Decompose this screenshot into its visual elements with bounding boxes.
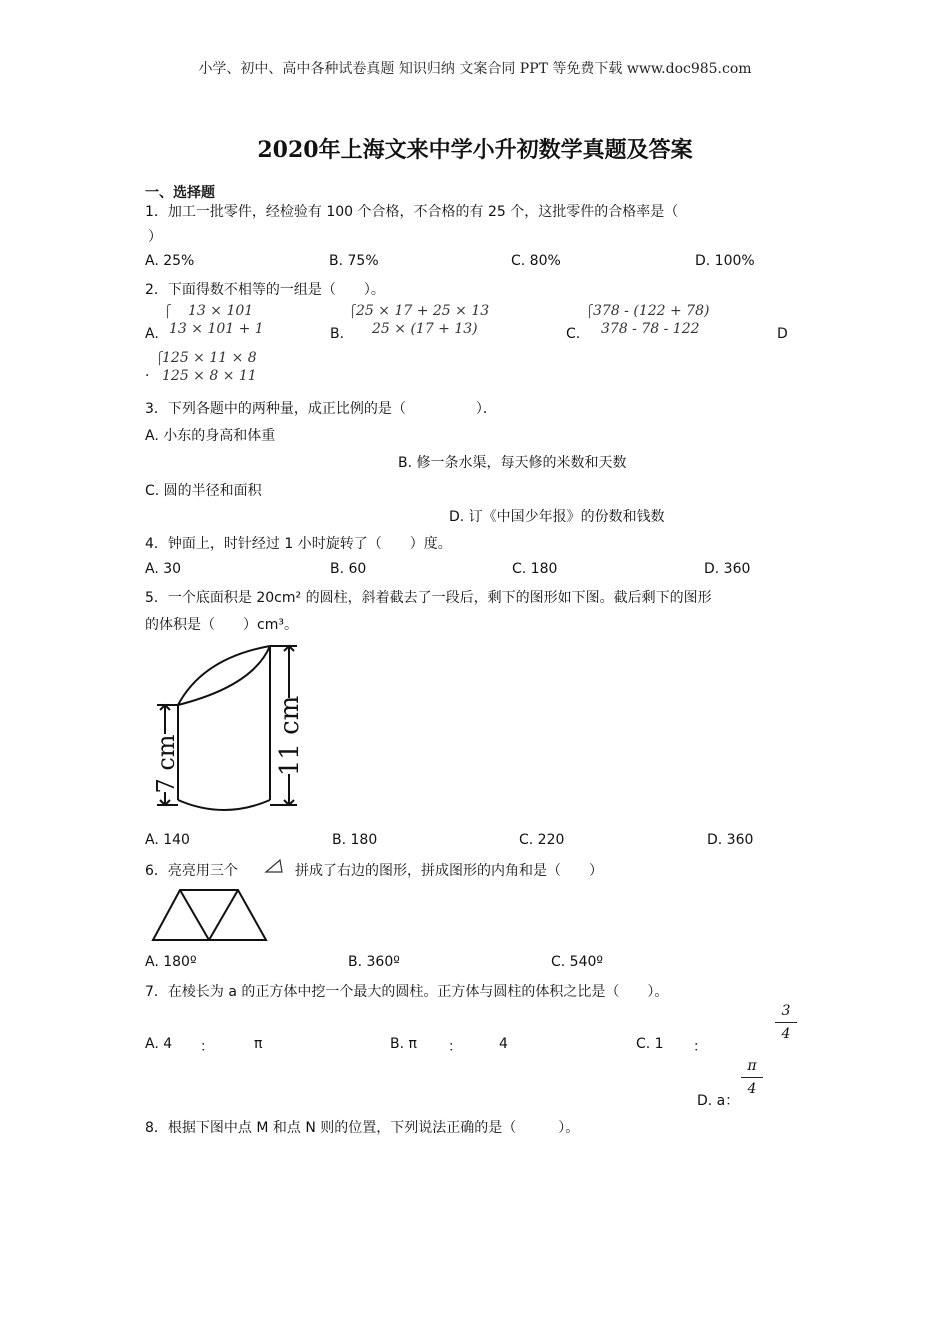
brace-icon: ⎧ bbox=[163, 304, 172, 318]
q2-c-line2: 378 - 78 - 122 bbox=[601, 321, 700, 337]
q5-option-c: C. 220 bbox=[519, 832, 565, 848]
page-title: 2020年上海文来中学小升初数学真题及答案 bbox=[257, 137, 693, 163]
q1-option-d: D. 100% bbox=[695, 253, 755, 269]
q5-option-d: D. 360 bbox=[707, 832, 754, 848]
q6-stem-b: 拼成了右边的图形，拼成图形的内角和是（ ） bbox=[295, 863, 603, 879]
q2-label-c: C. bbox=[566, 326, 581, 342]
q3-option-c: C. 圆的半径和面积 bbox=[145, 483, 262, 499]
q6-option-c: C. 540º bbox=[551, 954, 603, 970]
q6-option-a: A. 180º bbox=[145, 954, 197, 970]
q3-option-a: A. 小东的身高和体重 bbox=[145, 428, 276, 444]
q7-option-a-colon: ： bbox=[200, 1039, 214, 1055]
q2-label-a: A. bbox=[145, 326, 159, 342]
q2-c-line1: 378 - (122 + 78) bbox=[593, 303, 710, 319]
fraction-numerator: 3 bbox=[781, 1003, 791, 1019]
q3-option-b: B. 修一条水渠，每天修的米数和天数 bbox=[398, 455, 627, 471]
q7-stem: 7．在棱长为 a 的正方体中挖一个最大的圆柱。正方体与圆柱的体积之比是（ ）。 bbox=[145, 984, 669, 1000]
q2-stem: 2．下面得数不相等的一组是（ ）。 bbox=[145, 282, 385, 298]
q6-option-b: B. 360º bbox=[348, 954, 400, 970]
q2-d-dot: . bbox=[145, 364, 150, 380]
q7-fraction-pi-4 bbox=[741, 1058, 763, 1097]
q8-stem: 8．根据下图中点 M 和点 N 则的位置，下列说法正确的是（ ）。 bbox=[145, 1120, 580, 1136]
q4-option-b: B. 60 bbox=[330, 561, 367, 577]
q7-option-b: B. π bbox=[390, 1036, 417, 1052]
q1-option-c: C. 80% bbox=[511, 253, 561, 269]
q7-option-a: A. 4 bbox=[145, 1036, 173, 1052]
q2-b-line1: 25 × 17 + 25 × 13 bbox=[356, 303, 490, 319]
q7-fraction-3-4 bbox=[775, 1003, 797, 1042]
q5-stem-cont: 的体积是（ ）cm³。 bbox=[145, 617, 298, 633]
q4-stem: 4．钟面上，时针经过 1 小时旋转了（ ）度。 bbox=[145, 536, 452, 552]
q2-a-line2: 13 × 101 + 1 bbox=[169, 321, 264, 337]
q1-option-b: B. 75% bbox=[329, 253, 379, 269]
fraction-denominator: 4 bbox=[781, 1026, 791, 1042]
fraction-numerator: π bbox=[747, 1058, 757, 1074]
brace-icon: ⎧ bbox=[155, 351, 164, 365]
q5-stem: 5．一个底面积是 20cm² 的圆柱，斜着截去了一段后，剩下的图形如下图。截后剩下的图形 bbox=[145, 590, 712, 606]
q1-stem-cont: ） bbox=[148, 229, 162, 245]
fraction-denominator: 4 bbox=[747, 1081, 757, 1097]
q6-stem-a: 6．亮亮用三个 bbox=[145, 863, 238, 879]
q7-option-c: C. 1 bbox=[636, 1036, 664, 1052]
q7-option-b-colon: ： bbox=[448, 1039, 462, 1055]
triangle-icon bbox=[264, 858, 284, 876]
q5-option-a: A. 140 bbox=[145, 832, 190, 848]
q2-label-d: D bbox=[777, 326, 788, 342]
q3-option-d: D. 订《中国少年报》的份数和钱数 bbox=[449, 509, 665, 525]
q2-b-line2: 25 × (17 + 13) bbox=[372, 321, 478, 337]
q4-option-d: D. 360 bbox=[704, 561, 751, 577]
q1-option-a: A. 25% bbox=[145, 253, 195, 269]
q2-label-b: B. bbox=[330, 326, 345, 342]
q2-a-line1: 13 × 101 bbox=[188, 303, 254, 319]
q7-option-c-colon: ： bbox=[693, 1039, 707, 1055]
brace-icon: ⎧ bbox=[585, 304, 594, 318]
q2-d-line1: 125 × 11 × 8 bbox=[162, 350, 257, 366]
q3-stem: 3．下列各题中的两种量，成正比例的是（ ）． bbox=[145, 401, 497, 417]
page-header: 小学、初中、高中各种试卷真题 知识归纳 文案合同 PPT 等免费下载 www.doc985.com bbox=[198, 61, 752, 77]
q5-option-b: B. 180 bbox=[332, 832, 378, 848]
cut-cylinder-figure bbox=[143, 638, 318, 818]
q4-option-c: C. 180 bbox=[512, 561, 558, 577]
q4-option-a: A. 30 bbox=[145, 561, 182, 577]
label-7cm: 7 cm bbox=[152, 734, 180, 794]
brace-icon: ⎧ bbox=[348, 304, 357, 318]
section-heading: 一、选择题 bbox=[145, 185, 215, 201]
trapezoid-triangles-figure bbox=[150, 886, 272, 944]
q7-option-a-pi: π bbox=[254, 1036, 263, 1052]
label-11cm: 11 cm bbox=[275, 695, 305, 777]
q7-option-d: D. a： bbox=[697, 1093, 740, 1109]
q2-d-line2: 125 × 8 × 11 bbox=[162, 368, 257, 384]
q1-stem: 1．加工一批零件，经检验有 100 个合格，不合格的有 25 个，这批零件的合格率是（ bbox=[145, 204, 679, 220]
q7-option-b-4: 4 bbox=[499, 1036, 508, 1052]
